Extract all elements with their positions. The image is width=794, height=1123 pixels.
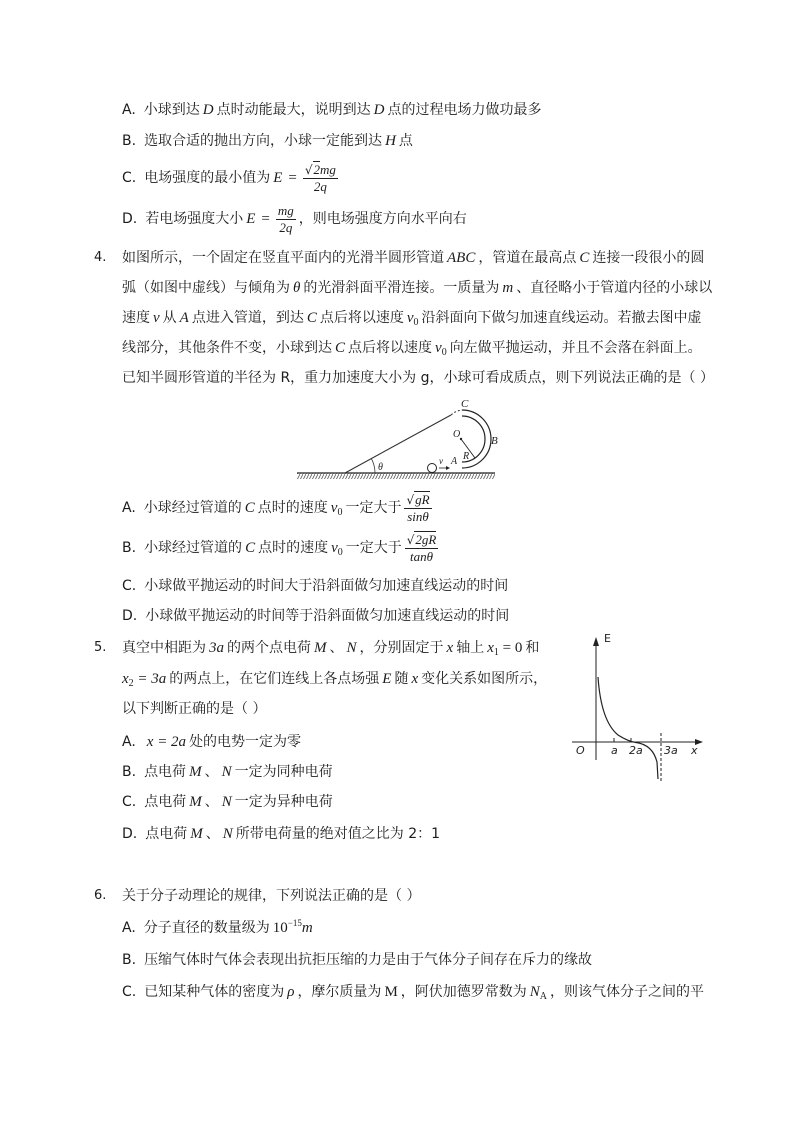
math-variable: ABC: [447, 250, 476, 266]
fraction: [404, 493, 431, 524]
math-variable: C: [245, 540, 256, 556]
ball: [428, 464, 437, 473]
q3-option-c: [122, 162, 341, 194]
option-text: 点的过程电场力做功最多: [387, 102, 542, 118]
subscript: A: [539, 991, 548, 1002]
math-variable: M: [384, 984, 398, 1000]
math-variable: v: [330, 500, 338, 516]
math-variable: N: [346, 640, 357, 656]
subscript: 0: [337, 507, 343, 518]
label-r: R: [463, 451, 470, 462]
option-text: 小球经过管道的: [143, 500, 242, 516]
q5-field-graph: [565, 630, 705, 785]
subscript: 0: [441, 347, 447, 358]
math-variable: N: [222, 826, 233, 842]
math-variable: M: [189, 764, 202, 780]
math-variable: M: [189, 794, 202, 810]
q4-figure: [290, 393, 505, 488]
q5-option-b: [122, 762, 333, 782]
option-label: B.: [122, 952, 137, 968]
power-exponent: −15: [287, 918, 302, 928]
stem-text: 、直径略小于管道内径的小球以: [516, 280, 713, 296]
q5-option-d: [122, 824, 440, 844]
q4-option-b: [122, 532, 441, 564]
q4-stem-line-2: [122, 278, 712, 298]
math-expression: 3a: [209, 640, 224, 656]
question-number: 6.: [94, 888, 107, 903]
option-text: 一定大于: [345, 500, 402, 516]
math-variable: v: [153, 310, 160, 326]
math-variable: E: [273, 170, 283, 186]
math-variable: x: [411, 671, 419, 687]
q4-option-c: [122, 576, 508, 596]
math-variable: ρ: [287, 984, 295, 1000]
option-text: 处的电势一定为零: [189, 734, 302, 750]
stem-text: ，管道在最高点: [478, 250, 577, 266]
denominator: tanθ: [405, 548, 439, 564]
stem-text: 轴上: [456, 640, 485, 656]
option-text: 小球到达: [143, 102, 200, 118]
stem-text: 弧（如图中虚线）与倾角为: [122, 280, 290, 296]
math-variable: v: [331, 540, 338, 556]
math-variable: C: [306, 310, 317, 326]
option-text: 选取合适的抛出方向，小球一定能到达: [144, 133, 383, 149]
stem-text: 速度: [122, 310, 150, 326]
denominator: sinθ: [404, 508, 431, 524]
label-o: O: [453, 429, 461, 440]
label-a: A: [451, 456, 458, 467]
q6-option-b: [122, 950, 592, 970]
option-text: 一定大于: [345, 540, 402, 556]
numerator: [405, 533, 439, 548]
option-text: 一定为同种电荷: [234, 764, 333, 780]
velocity-symbol: [331, 540, 343, 556]
equation-rhs: = 0: [502, 640, 523, 656]
radicand: 2gR: [415, 531, 437, 547]
math-variable: C: [335, 340, 346, 356]
q4-stem-line-3: [122, 308, 702, 328]
math-variable: θ: [293, 280, 301, 296]
math-variable: x: [122, 671, 129, 687]
option-label: C.: [122, 578, 137, 594]
math-variable: m: [502, 280, 514, 296]
denominator: 2q: [276, 219, 296, 235]
stem-text: 真空中相距为: [122, 640, 206, 656]
option-text: ，则电场强度方向水平向右: [298, 211, 467, 227]
x-axis-label: x: [691, 744, 698, 757]
stem-text: 、: [329, 640, 344, 656]
fraction: [276, 204, 296, 235]
option-label: C.: [122, 984, 137, 1000]
option-label: A.: [122, 500, 136, 516]
radical-sign: √: [406, 492, 415, 507]
q5-option-a: [122, 732, 301, 752]
option-text: 分子直径的数量级为: [143, 920, 270, 936]
option-text: ，摩尔质量为: [297, 984, 382, 1000]
math-variable: E: [246, 211, 256, 227]
option-label: A.: [122, 920, 136, 936]
q6-option-c: [122, 982, 704, 1002]
tick-label-3a: 3a: [664, 744, 678, 757]
tick-label-a: a: [611, 744, 618, 757]
option-label: B.: [122, 133, 137, 149]
stem-text: 连接一段很小的圆: [592, 250, 705, 266]
numerator: [303, 163, 338, 178]
option-text: ，阿伏加德罗常数为: [400, 984, 527, 1000]
option-text: 小球做平抛运动的时间大于沿斜面做匀加速直线运动的时间: [144, 578, 509, 594]
math-variable: v: [406, 310, 414, 326]
option-text: 所带电荷量的绝对值之比为 2：1: [235, 826, 441, 842]
option-text: ，则该气体分子之间的平: [550, 984, 705, 1000]
subscript: 2: [128, 678, 134, 689]
subscript: 1: [493, 647, 499, 658]
option-label: C.: [122, 794, 137, 810]
power-base: 10: [272, 920, 288, 936]
math-variable: H: [385, 133, 396, 149]
option-text: 点时动能最大，说明到达: [216, 102, 371, 118]
field-curve: [598, 677, 658, 779]
y-axis-arrowhead: [593, 637, 599, 646]
q6-option-a: [122, 918, 316, 938]
label-b: B: [491, 435, 498, 447]
stem-text: 沿斜面向下做匀加速直线运动。若撤去图中虚: [421, 310, 702, 326]
option-label: D.: [122, 211, 138, 227]
stem-text: 已知半圆形管道的半径为 R，重力加速度大小为 g，小球可看成质点，则下列说法正确的是（ ）: [122, 370, 714, 386]
equals-sign: =: [288, 170, 297, 186]
math-variable: N: [221, 794, 232, 810]
option-label: D.: [122, 608, 138, 624]
question-number: 4.: [94, 250, 107, 265]
y-axis-label: E: [604, 632, 611, 645]
origin-label: O: [576, 744, 585, 757]
math-variable: N: [221, 764, 232, 780]
subscript: 0: [337, 547, 343, 558]
dashed-connector-arc: [451, 410, 462, 415]
stem-text: 和: [525, 640, 540, 656]
stem-text: 如图所示，一个固定在竖直平面内的光滑半圆形管道: [122, 250, 444, 266]
option-text: 点时的速度: [258, 540, 329, 556]
stem-text: 点进入管道，到达: [191, 310, 304, 326]
stem-text: 向左做平抛运动，并且不会落在斜面上。: [449, 340, 702, 356]
numerator: [404, 493, 431, 508]
option-text: 电场强度的最小值为: [144, 170, 271, 186]
math-variable: v: [435, 340, 442, 356]
stem-text: 从: [162, 310, 177, 326]
label-c: C: [461, 398, 469, 410]
option-text: 点电荷: [144, 794, 187, 810]
stem-text: 的两点上，在它们连线上各点场强: [169, 671, 380, 687]
subscript: 0: [413, 317, 419, 328]
option-label: C.: [122, 170, 137, 186]
option-text: 一定为异种电荷: [234, 794, 333, 810]
stem-text: 的光滑斜面平滑连接。一质量为: [303, 280, 500, 296]
math-expression: x = 2a: [146, 734, 187, 750]
option-label: A.: [122, 734, 136, 750]
option-text: 、: [205, 826, 220, 842]
stem-text: 点后将以速度: [348, 340, 433, 356]
velocity-symbol: [435, 340, 447, 356]
numerator-rest: mg: [320, 161, 336, 177]
option-text: 点电荷: [144, 764, 187, 780]
q3-option-b: [122, 131, 413, 151]
stem-text: ，分别固定于: [359, 640, 444, 656]
option-text: 已知某种气体的密度为: [144, 984, 285, 1000]
math-variable: E: [382, 671, 392, 687]
fraction: [303, 163, 338, 194]
option-label: D.: [122, 826, 138, 842]
math-variable: N: [529, 984, 540, 1000]
stem-text: 的两个点电荷: [227, 640, 311, 656]
avogadro-symbol: [530, 984, 547, 1000]
theta-arc: [371, 459, 375, 473]
stem-text: 点后将以速度: [319, 310, 404, 326]
q5-stem-line-2: [122, 669, 547, 689]
radicand: 2: [313, 161, 321, 177]
stem-text: 线部分，其他条件不变，小球到达: [122, 340, 332, 356]
position-equation: [122, 671, 166, 687]
q3-option-a: [122, 100, 541, 120]
option-label: A.: [122, 102, 136, 118]
ground-hatching: [297, 473, 495, 479]
label-theta: θ: [378, 462, 383, 473]
option-text: 若电场强度大小: [145, 211, 244, 227]
math-variable: C: [579, 250, 590, 266]
stem-text: 变化关系如图所示，: [421, 671, 548, 687]
option-text: 小球做平抛运动的时间等于沿斜面做匀加速直线运动的时间: [145, 608, 510, 624]
math-variable: x: [446, 640, 454, 656]
math-variable: D: [373, 102, 385, 118]
stem-text: 以下判断正确的是（ ）: [122, 701, 267, 717]
stem-text: 关于分子动理论的规律，下列说法正确的是（ ）: [122, 888, 421, 904]
math-variable: D: [202, 102, 214, 118]
q4-stem-line-4: [122, 338, 702, 358]
math-variable: M: [314, 640, 327, 656]
denominator: 2q: [303, 178, 338, 194]
question-number: 5.: [94, 640, 107, 655]
power-of-ten: [273, 920, 313, 936]
option-text: 、: [204, 794, 219, 810]
radicand: gR: [415, 491, 430, 507]
stem-text: 随: [394, 671, 409, 687]
q5-stem-line-3: [122, 699, 266, 719]
q4-stem-line-1: [122, 248, 704, 268]
velocity-symbol: [331, 500, 343, 516]
option-text: 点电荷: [145, 826, 188, 842]
option-label: B.: [122, 764, 137, 780]
option-text: 点: [398, 133, 413, 149]
velocity-symbol: [407, 310, 419, 326]
radical-sign: √: [304, 162, 313, 177]
q6-stem: [122, 886, 420, 906]
label-v: v: [439, 456, 443, 466]
math-variable: M: [190, 826, 203, 842]
tick-label-2a: 2a: [629, 744, 643, 757]
q5-option-c: [122, 792, 333, 812]
option-text: 点时的速度: [257, 500, 328, 516]
option-text: 压缩气体时气体会表现出抗拒压缩的力是由于气体分子间存在斥力的缘故: [144, 952, 593, 968]
math-variable: A: [179, 310, 189, 326]
math-variable: x: [487, 640, 494, 656]
q4-option-a: [122, 492, 435, 524]
position-equation: [487, 640, 522, 656]
unit: m: [301, 920, 313, 936]
option-text: 、: [204, 764, 219, 780]
equation-rhs: = 3a: [137, 671, 167, 687]
q4-option-d: [122, 606, 509, 626]
option-text: 小球经过管道的: [144, 540, 243, 556]
option-label: B.: [122, 540, 137, 556]
q5-stem-line-1: [122, 638, 539, 658]
q3-option-d: [122, 203, 467, 235]
q4-stem-line-5: [122, 368, 714, 388]
velocity-arrowhead: [446, 466, 450, 470]
radical-sign: √: [406, 532, 415, 547]
fraction: [405, 533, 439, 564]
numerator: mg: [277, 202, 294, 218]
equals-sign: =: [261, 211, 270, 227]
math-variable: C: [244, 500, 255, 516]
